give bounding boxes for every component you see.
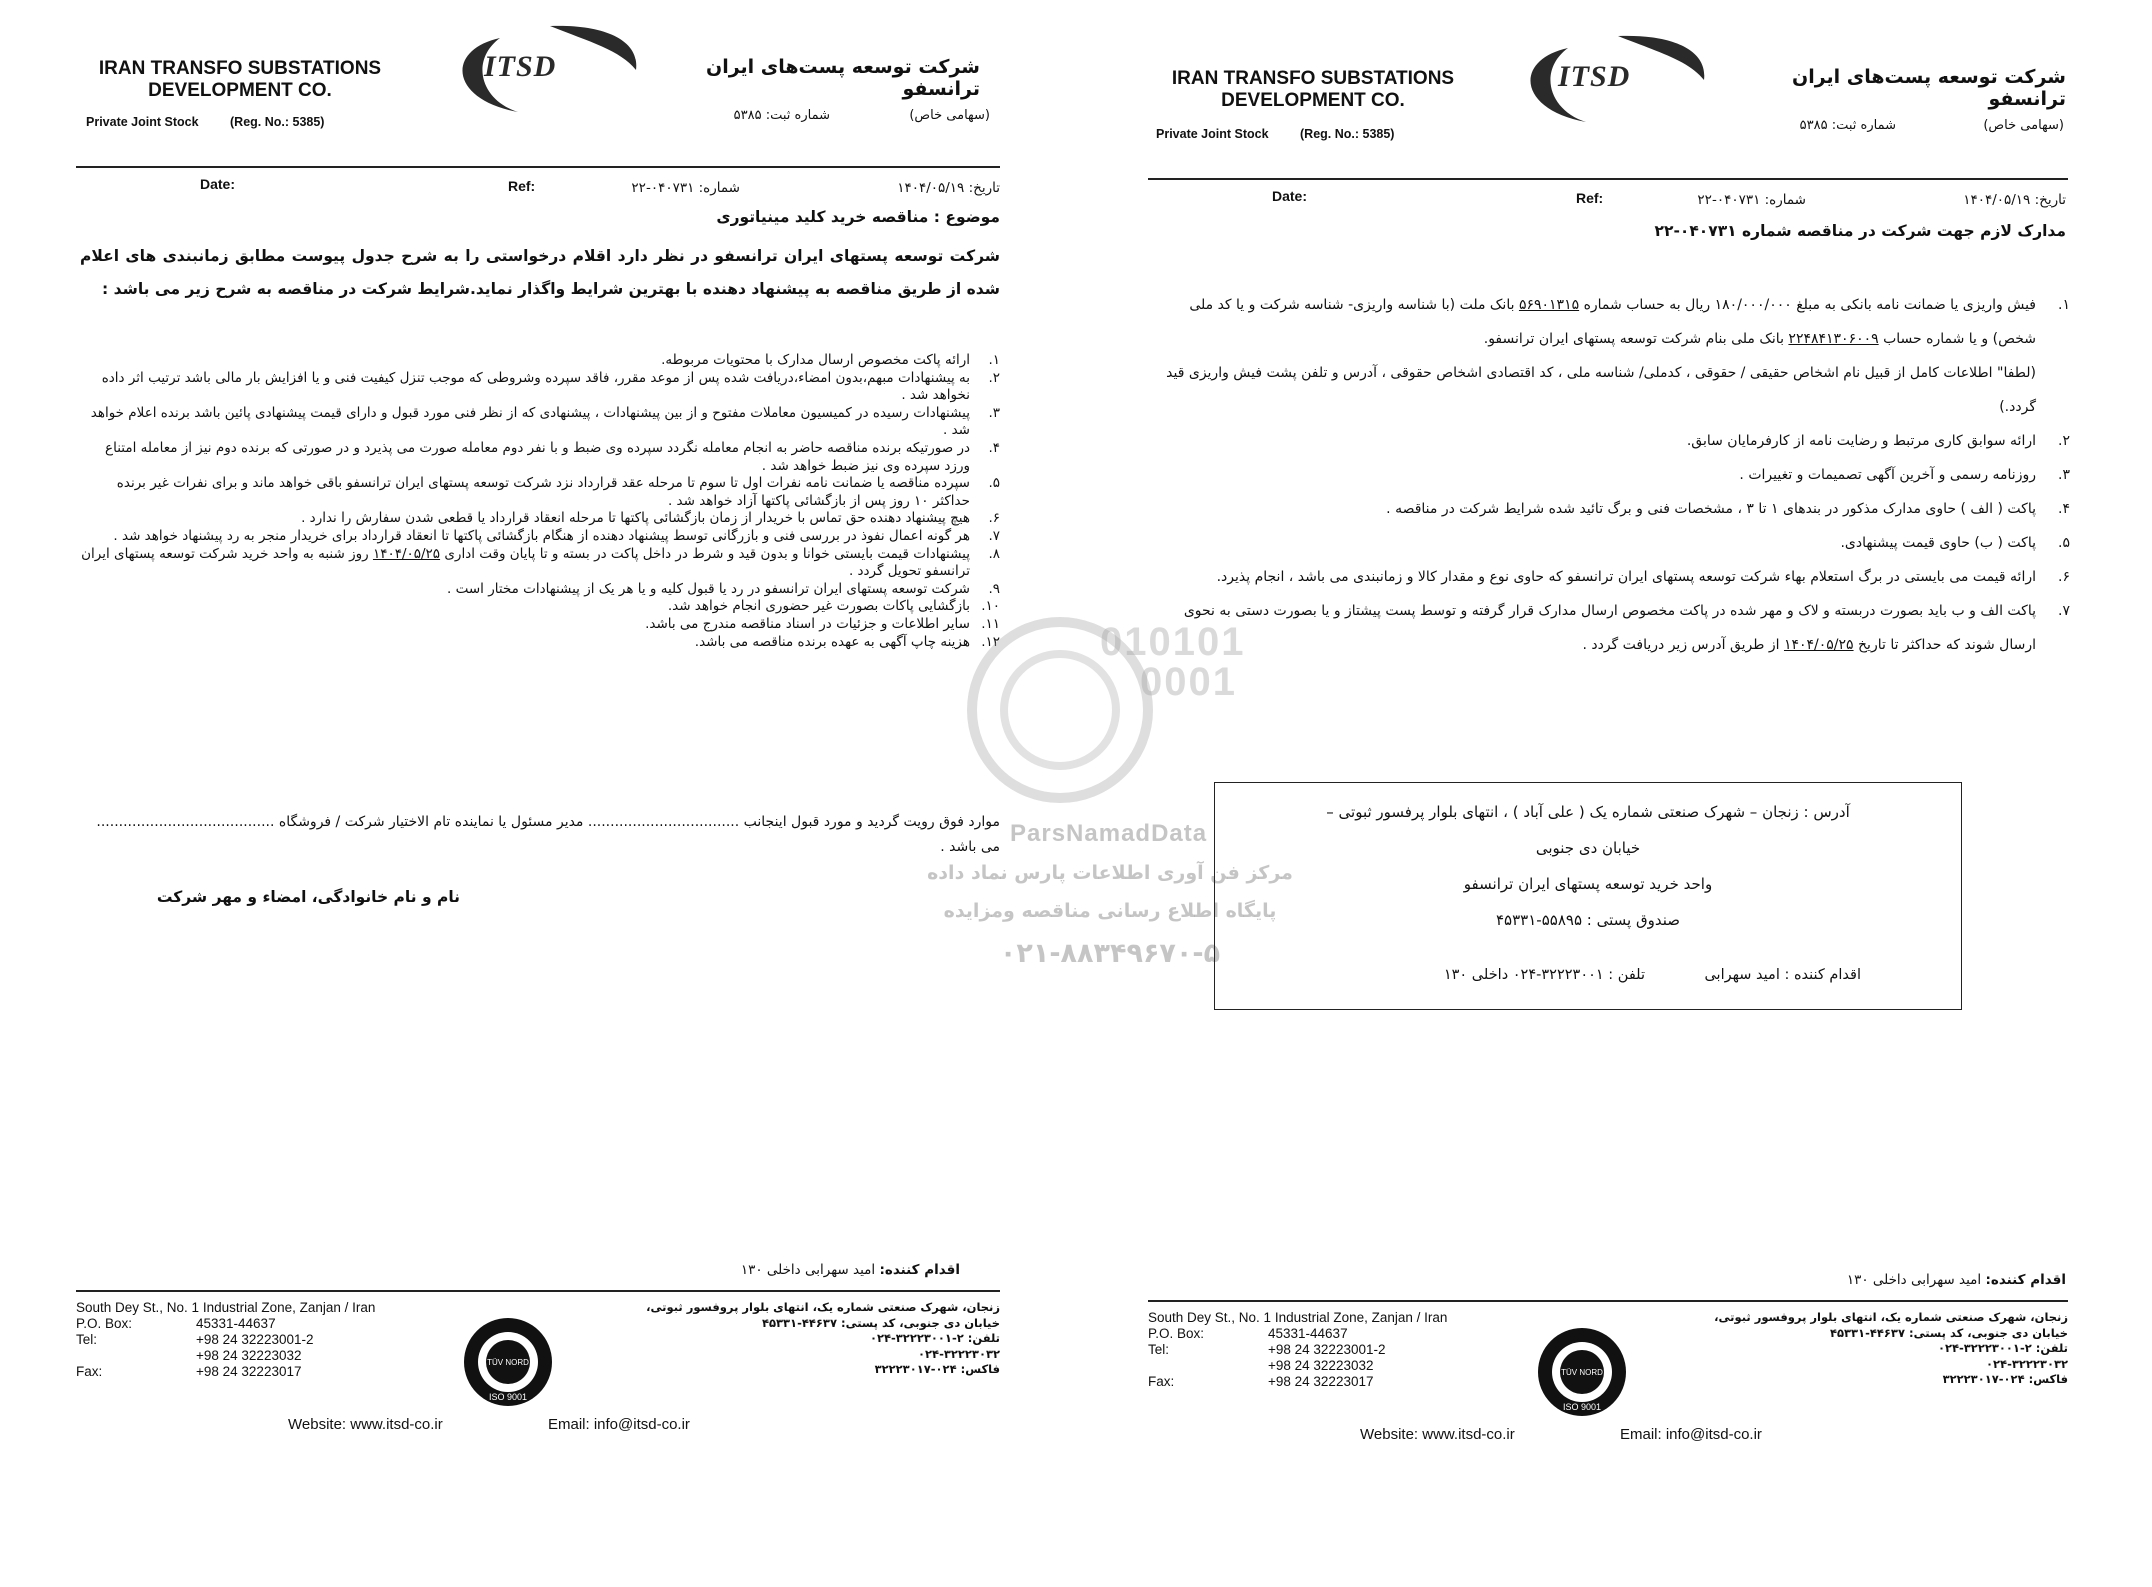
company-reg-en: (Reg. No.: 5385) bbox=[1300, 127, 1395, 141]
svg-text:TÜV NORD: TÜV NORD bbox=[487, 1358, 529, 1367]
letter-date: تاریخ: ۱۴۰۴/۰۵/۱۹ bbox=[897, 180, 1000, 196]
deadline-date: ۱۴۰۴/۰۵/۲۵ bbox=[372, 545, 441, 562]
list-item: ۱۰. بازگشایی پاکات بصورت غیر حضوری انجام خواهد شد. bbox=[667, 598, 1000, 615]
list-item: ۹. شرکت توسعه پستهای ایران ترانسفو در رد یا قبول کلیه و یا هر یک از پیشنهادات مختار است . bbox=[447, 580, 1000, 597]
list-item: ۶. ارائه قیمت می بایستی در برگ استعلام بهاء شرکت توسعه پستهای ایران ترانسفو که حاوی نوع و مقدار کالا و زمانبندی می باشد ، انجام پذیرد. bbox=[1216, 569, 2070, 585]
list-item: ۴. در صورتیکه برنده مناقصه حاضر به انجام معامله نگردد سپرده وی ضبط و با نفر دوم معامله صورت می پذیرد و در صورتی که برنده دوم نیز از معامله امتناع ورزد سپرده وی نیز ضبط خواهد شد . bbox=[105, 439, 1000, 474]
ref-label: Ref: bbox=[508, 178, 536, 194]
watermark-brand: ParsNamadData bbox=[1010, 820, 1208, 847]
footer-address-en: South Dey St., No. 1 Industrial Zone, Zanjan / Iran P.O. Box: 45331-44637 Tel: +98 24 32223001-2 +98 24 32223032 Fax: +98 24 32223017 bbox=[1148, 1310, 1448, 1389]
address-phone: تلفن : ۳۲۲۲۳۰۰۱-۰۲۴ داخلی ۱۳۰ bbox=[1443, 967, 1645, 983]
required-documents-list bbox=[1148, 288, 2070, 662]
company-name-fa: شرکت توسعه پست‌های ایران ترانسفو bbox=[1792, 66, 2066, 110]
address-postal-box: صندوق پستی : ۵۵۸۹۵-۴۵۳۳۱ bbox=[1496, 911, 1680, 929]
list-item: ۸. پیشنهادات قیمت بایستی خوانا و بدون قید و شرط در داخل پاکت در بسته و تا پایان وقت اداری ۱۴۰۴/۰۵/۲۵ روز شنبه به واحد خرید شرکت توسعه پستهای ایران ترانسفو تحویل گردد . bbox=[81, 545, 1000, 580]
tuv-nord-seal bbox=[462, 1316, 554, 1408]
list-item: ۱۲. هزینه چاپ آگهی به عهده برنده مناقصه می باشد. bbox=[694, 633, 1000, 650]
svg-text:TÜV NORD: TÜV NORD bbox=[1561, 1368, 1603, 1377]
watermark-digits-2: 0001 bbox=[1140, 660, 1237, 704]
letterhead-right bbox=[1076, 0, 2152, 200]
list-item: ۵. پاکت ( ب) حاوی قیمت پیشنهادی. bbox=[1840, 535, 2070, 551]
list-item: ۶. هیچ پیشنهاد دهنده حق تماس با خریدار از زمان بازگشائی پاکتها تا مرحله انعقاد قرارداد یا قطعی شدن سفارش را ندارد . bbox=[301, 510, 1000, 527]
watermark-phone: ۰۲۱-۸۸۳۴۹۶۷۰-۵ bbox=[999, 938, 1221, 969]
account-number-melli: ۲۲۴۸۴۱۳۰۶۰۰۹ bbox=[1788, 331, 1879, 347]
date-label: Date: bbox=[1272, 188, 1308, 204]
company-type-fa: (سهامی خاص) bbox=[1983, 118, 2064, 133]
tuv-nord-seal bbox=[1536, 1326, 1628, 1418]
footer-website: Website: www.itsd-co.ir bbox=[288, 1416, 443, 1433]
address-box bbox=[1214, 782, 1962, 1010]
company-reg-fa: شماره ثبت: ۵۳۸۵ bbox=[1799, 118, 1896, 133]
footer-rule bbox=[76, 1290, 1000, 1292]
watermark-text-2: پایگاه اطلاع رسانی مناقصه ومزایده bbox=[943, 900, 1277, 922]
itsd-logo-text: ITSD bbox=[484, 50, 557, 83]
address-actor: اقدام کننده : امید سهرابی bbox=[1704, 967, 1861, 983]
header-rule bbox=[76, 166, 1000, 168]
footer-address-fa: زنجان، شهرک صنعتی شماره یک، انتهای بلوار پروفسور ثبوتی، خیابان دی جنوبی، کد پستی: ۴۴۶۳۷-۴۵۳۳۱ تلفن: ۲-۳۲۲۲۳۰۰۱-۰۲۴ ۰۲۴-۳۲۲۲۳۰۳۲ فاکس: ۰۲۴-۳۲۲۲۳۰۱۷ bbox=[1714, 1310, 2068, 1386]
intro-paragraph: شرکت توسعه پستهای ایران ترانسفو در نظر دارد اقلام درخواستی را به شرح جدول پیوست مطابق زمانبندی های اعلام شده از طریق مناقصه به پیشنهاد دهنده با بهترین شرایط واگذار نماید.شرایط شرکت در مناقصه به شرح زیر می باشد : bbox=[80, 247, 1000, 298]
company-name-en: IRAN TRANSFO SUBSTATIONS DEVELOPMENT CO. bbox=[1171, 68, 1455, 111]
account-number-mellat: ۵۶۹۰۱۳۱۵ bbox=[1518, 297, 1580, 313]
list-item: ۱۱. سایر اطلاعات و جزئیات در اسناد مناقصه مندرج می باشد. bbox=[645, 615, 1000, 632]
list-item: ۷. پاکت الف و ب باید بصورت دربسته و لاک و مهر شده در پاکت مخصوص ارسال مدارک قرار گرفته و توسط پست پیشتاز و یا بصورت دستی به نحوی ارسال شوند که حداکثر تا تاریخ ۱۴۰۴/۰۵/۲۵ از طریق آدرس زیر دریافت گردد . bbox=[1183, 603, 2070, 653]
ref-number: شماره: ۰۴۰۷۳۱-۲۲ bbox=[631, 180, 740, 196]
address-unit: واحد خرید توسعه پستهای ایران ترانسفو bbox=[1463, 875, 1713, 893]
list-item: ۷. هر گونه اعمال نفوذ در بررسی فنی و بازرگانی توسط پیشنهاد دهنده از هنگام بازگشائی پاکتها تا انعقاد قرارداد برای خریدار منجر به رد پیشنهاد خواهد شد . bbox=[113, 527, 1000, 544]
svg-text:ISO 9001: ISO 9001 bbox=[488, 1392, 528, 1402]
deadline-date: ۱۴۰۴/۰۵/۲۵ bbox=[1783, 637, 1854, 653]
header-rule bbox=[1148, 178, 2068, 180]
list-item: ۴. پاکت ( الف ) حاوی مدارک مذکور در بندهای ۱ تا ۳ ، مشخصات فنی و برگ تائید شده شرایط شرکت در مناقصه . bbox=[1386, 501, 2070, 517]
company-name-en: IRAN TRANSFO SUBSTATIONS DEVELOPMENT CO. bbox=[98, 58, 382, 101]
svg-text:ISO 9001: ISO 9001 bbox=[1562, 1402, 1602, 1412]
list-item: ۱. ارائه پاکت مخصوص ارسال مدارک با محتویات مربوطه. bbox=[661, 352, 1000, 368]
footer-email: Email: info@itsd-co.ir bbox=[548, 1416, 690, 1433]
footer-website: Website: www.itsd-co.ir bbox=[1360, 1426, 1515, 1443]
conditions-list bbox=[78, 352, 1000, 651]
footer-actor: اقدام کننده: امید سهرابی داخلی ۱۳۰ bbox=[1846, 1272, 2066, 1288]
address-street: خیابان دی جنوبی bbox=[1535, 839, 1641, 857]
watermark-digits: 010101 bbox=[1100, 620, 1246, 664]
list-item: ۳. روزنامه رسمی و آخرین آگهی تصمیمات و تغییرات . bbox=[1739, 467, 2070, 483]
right-page bbox=[1076, 0, 2152, 1587]
letter-date: تاریخ: ۱۴۰۴/۰۵/۱۹ bbox=[1963, 192, 2066, 208]
ref-label: Ref: bbox=[1576, 190, 1604, 206]
company-type-en: Private Joint Stock bbox=[86, 115, 199, 129]
company-reg-en: (Reg. No.: 5385) bbox=[230, 115, 325, 129]
footer-email: Email: info@itsd-co.ir bbox=[1620, 1426, 1762, 1443]
footer-address-en: South Dey St., No. 1 Industrial Zone, Zanjan / Iran P.O. Box: 45331-44637 Tel: +98 24 32223001-2 +98 24 32223032 Fax: +98 24 32223017 bbox=[76, 1300, 376, 1379]
list-item: ۱. فیش واریزی یا ضمانت نامه بانکی به مبلغ ۱۸۰/۰۰۰/۰۰۰ ریال به حساب شماره ۵۶۹۰۱۳۱۵ بانک ملت (با شناسه واریزی- شناسه شرکت و یا کد ملی شخص) و یا شماره حساب ۲۲۴۸۴۱۳۰۶۰۰۹ بانک ملی بنام شرکت توسعه پستهای ایران ترانسفو. (لطفا" اطلاعات کامل از قبیل نام اشخاص حقیقی / حقوقی ، کدملی/ شناسه ملی ، کد اقتصادی اشخاص حقوقی ، آدرس و تلفن پشت فیش واریزی قید گردد.) bbox=[1166, 297, 2070, 415]
list-item: ۲. به پیشنهادات مبهم،بدون امضاء،دریافت شده پس از موعد مقرر، فاقد سپرده وشروطی که موجب تنزل کیفیت فنی و یا افزایش بار مالی باشد ترتیب اثر داده نخواهد شد . bbox=[101, 369, 1000, 404]
signature-label: نام و نام خانوادگی، امضاء و مهر شرکت bbox=[156, 888, 460, 906]
ref-number: شماره: ۰۴۰۷۳۱-۲۲ bbox=[1697, 192, 1806, 208]
letterhead bbox=[0, 0, 1076, 200]
address-line: آدرس : زنجان – شهرک صنعتی شماره یک ( علی آباد ) ، انتهای بلوار پرفسور ثبوتی – bbox=[1326, 803, 1850, 821]
itsd-logo-text: ITSD bbox=[1558, 60, 1631, 93]
list-item: ۲. ارائه سوابق کاری مرتبط و رضایت نامه از کارفرمایان سابق. bbox=[1686, 433, 2070, 449]
footer-actor: اقدام کننده: امید سهرابی داخلی ۱۳۰ bbox=[740, 1262, 960, 1278]
footer-rule bbox=[1148, 1300, 2068, 1302]
date-label: Date: bbox=[200, 176, 236, 192]
company-type-fa: (سهامی خاص) bbox=[909, 108, 990, 123]
documents-heading: مدارک لازم جهت شرکت در مناقصه شماره ۰۴۰۷۳۱-۲۲ bbox=[1654, 222, 2066, 240]
list-item: ۳. پیشنهادات رسیده در کمیسیون معاملات مفتوح و از بین پیشنهادات ، پیشنهادی که از نظر فنی مورد قبول و دارای قیمت پیشنهادی پائین باشد برنده اعلام خواهد شد . bbox=[90, 404, 1000, 439]
acceptance-statement: موارد فوق رویت گردید و مورد قبول اینجانب .................................. مدیر مسئول یا نماینده تام الاختیار شرکت / فروشگاه ........................................ می باشد . bbox=[96, 814, 1000, 855]
company-reg-fa: شماره ثبت: ۵۳۸۵ bbox=[733, 108, 830, 123]
footer-address-fa: زنجان، شهرک صنعتی شماره یک، انتهای بلوار پروفسور ثبوتی، خیابان دی جنوبی، کد پستی: ۴۴۶۳۷-۴۵۳۳۱ تلفن: ۲-۳۲۲۲۳۰۰۱-۰۲۴ ۰۲۴-۳۲۲۲۳۰۳۲ فاکس: ۰۲۴-۳۲۲۲۳۰۱۷ bbox=[646, 1300, 1000, 1376]
company-name-fa: شرکت توسعه پست‌های ایران ترانسفو bbox=[706, 56, 980, 100]
company-type-en: Private Joint Stock bbox=[1156, 127, 1269, 141]
watermark-text-1: مرکز فن آوری اطلاعات پارس نماد داده bbox=[927, 862, 1293, 884]
list-item: ۵. سپرده مناقصه یا ضمانت نامه نفرات اول تا سوم تا مرحله عقد قرارداد نزد شرکت توسعه پستهای ایران ترانسفو باقی خواهد ماند و برای نفرات غیر برنده حداکثر ۱۰ روز پس از بازگشائی پاکتها آزاد خواهد شد . bbox=[116, 475, 1000, 509]
subject: موضوع : مناقصه خرید کلید مینیاتوری bbox=[716, 208, 1000, 226]
